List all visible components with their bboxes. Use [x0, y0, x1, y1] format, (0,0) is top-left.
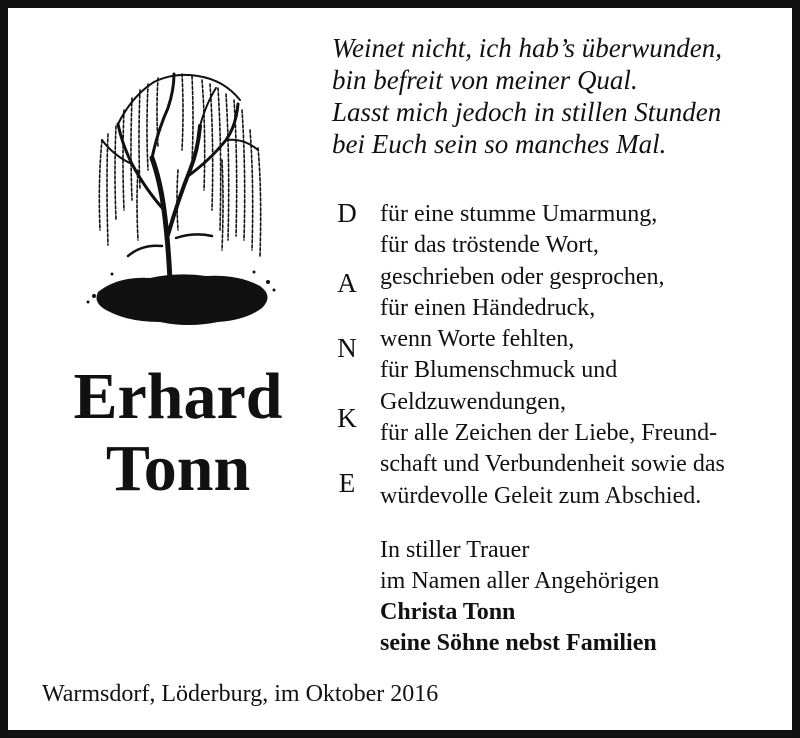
thanks-line: für das tröstende Wort,: [380, 232, 599, 259]
poem-line: bin befreit von meiner Qual.: [332, 65, 638, 95]
signer-family: seine Söhne nebst Familien: [380, 630, 657, 656]
thanks-line: für Blumenschmuck und: [380, 357, 618, 384]
poem: [332, 32, 800, 160]
relatives-line: im Namen aller Angehörigen: [380, 568, 660, 594]
thanks-line: für alle Zeichen der Liebe, Freund-: [380, 420, 718, 447]
danke-letter-e: E: [338, 468, 356, 498]
deceased-last-name: Tonn: [105, 432, 251, 505]
thanks-line: geschrieben oder gesprochen,: [380, 263, 665, 290]
thanks-line: wenn Worte fehlten,: [380, 326, 575, 353]
danke-letter-a: A: [337, 268, 357, 298]
poem-line: Weinet nicht, ich hab’s überwunden,: [332, 33, 722, 63]
danke-letter-n: N: [337, 333, 357, 363]
thanks-line: für einen Händedruck,: [380, 294, 596, 321]
place-date: Warmsdorf, Löderburg, im Oktober 2016: [42, 681, 439, 707]
danke-letter-k: K: [337, 403, 357, 433]
signature-block: [380, 535, 780, 659]
signer-name: Christa Tonn: [380, 599, 516, 625]
thanks-line: schaft und Verbundenheit sowie das: [380, 451, 725, 478]
poem-line: bei Euch sein so manches Mal.: [332, 129, 667, 159]
danke-letter-d: D: [337, 198, 357, 228]
thanks-text: [380, 199, 800, 512]
thanks-line: Geldzuwendungen,: [380, 388, 566, 415]
mourning-line: In stiller Trauer: [380, 537, 530, 563]
thanks-line: würdevolle Geleit zum Abschied.: [380, 482, 702, 509]
poem-line: Lasst mich jedoch in stillen Stunden: [332, 97, 722, 127]
deceased-first-name: Erhard: [73, 360, 283, 433]
weeping-willow-icon: [78, 60, 278, 338]
thanks-line: für eine stumme Umarmung,: [380, 201, 658, 227]
